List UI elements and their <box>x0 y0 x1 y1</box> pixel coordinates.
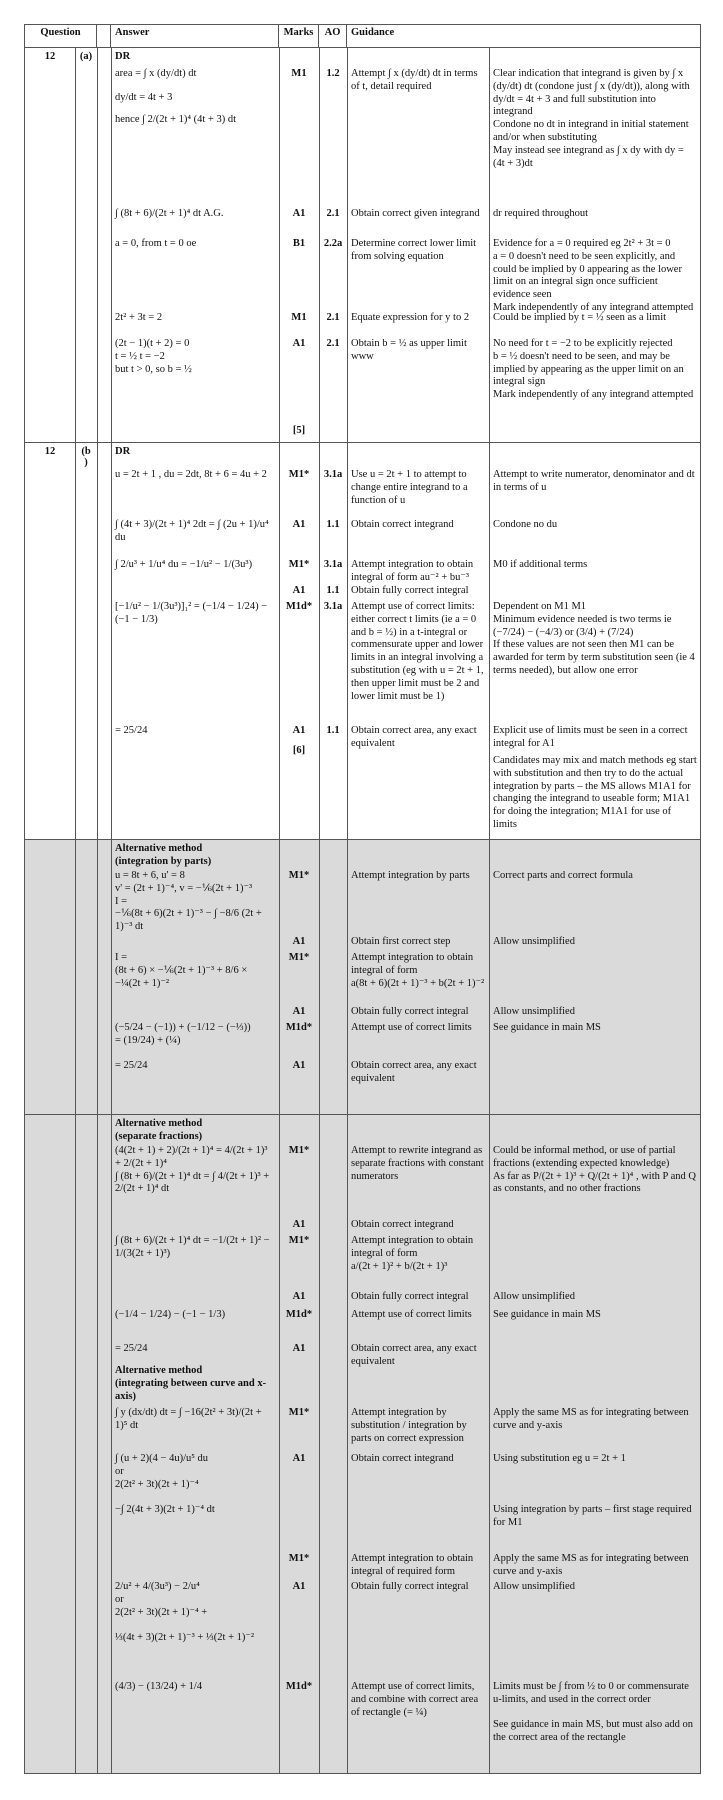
answer-text: u = 8t + 6, u' = 8 v' = (2t + 1)⁻⁴, v = −⅙(2t + 1)⁻³ I = −⅙(8t + 6)(2t + 1)⁻³ − ∫ −8/6 (2t + 1)⁻³ dt <box>115 870 262 933</box>
marks-value: A1 <box>292 519 306 530</box>
mark-scheme-table <box>24 24 701 1774</box>
guidance-text: Obtain correct area, any exact equivalent <box>351 725 477 749</box>
question-part: (b ) <box>81 446 91 468</box>
guidance-text: Attempt integration to obtain integral of form au⁻² + bu⁻³ <box>351 559 474 583</box>
answer-text: = 25/24 <box>115 725 148 736</box>
ao-value: 3.1a <box>323 469 343 480</box>
guidance-note: Limits must be ∫ from ½ to 0 or commensurate u-limits, and used in the correct order See guidance in main MS, but must also add on the correct area of the rectangle <box>493 1681 694 1744</box>
guidance-note: Using substitution eg u = 2t + 1 Using integration by parts – first stage required for M1 <box>493 1453 692 1528</box>
answer-text: (2t − 1)(t + 2) = 0 t = ½ t = −2 but t > 0, so b = ½ <box>115 338 192 375</box>
answer-text: ∫ (8t + 6)/(2t + 1)⁴ dt A.G. <box>115 208 224 219</box>
guidance-text: Attempt integration by substitution / integration by parts on correct expression <box>351 1407 467 1444</box>
guidance-text: Attempt use of correct limits: either correct t limits (ie a = 0 and b = ½) in a t-integral or commensurate upper and lower limits in an integral involving a substitution (eg with u = 2t + 1, then upper limit must be 2 and lower limit must be 1) <box>351 601 484 702</box>
guidance-text: Obtain fully correct integral <box>351 1581 469 1592</box>
guidance-text: Obtain correct area, any exact equivalent <box>351 1060 477 1084</box>
guidance-note: Candidates may mix and match methods eg start with substitution and then try to do the actual integration by parts – the MS allows M1A1 for changing the integrand to useable form; M1A1 for doing the integration; M1A1 for use of limits <box>493 755 697 830</box>
answer-text: ∫ y (dx/dt) dt = ∫ −16(2t² + 3t)/(2t + 1)⁵ dt <box>115 1407 262 1431</box>
marks-value: A1 <box>292 1581 306 1592</box>
section-body <box>25 443 700 839</box>
guidance-text: Equate expression for y to 2 <box>351 312 470 323</box>
answer-text: = 25/24 <box>115 1060 148 1071</box>
guidance-text: Obtain fully correct integral <box>351 1291 469 1302</box>
marks-value: A1 <box>292 1060 306 1071</box>
guidance-text: Attempt to rewrite integrand as separate fractions with constant numerators <box>351 1145 484 1182</box>
marks-value: A1 <box>292 1006 306 1017</box>
answer-text: I = (8t + 6) × −⅙(2t + 1)⁻³ + 8/6 × −¼(2t + 1)⁻² <box>115 952 248 989</box>
answer-text: [−1/u² − 1/(3u³)]₁² = (−1/4 − 1/24) − (−1 − 1/3) <box>115 601 268 625</box>
column-divider <box>279 443 280 839</box>
header-blank <box>97 25 111 48</box>
answer-text: (−5/24 − (−1)) + (−1/12 − (−⅓)) = (19/24) + (¼) <box>115 1022 251 1046</box>
answer-text: ∫ (u + 2)(4 − 4u)/u⁵ du or 2(2t² + 3t)(2t + 1)⁻⁴ −∫ 2(4t + 3)(2t + 1)⁻⁴ dt <box>115 1453 215 1516</box>
column-divider <box>97 840 98 1114</box>
marks-value: A1 <box>292 1291 306 1302</box>
marks-value: A1 <box>292 1343 306 1354</box>
answer-text: (−1/4 − 1/24) − (−1 − 1/3) <box>115 1309 226 1320</box>
column-divider <box>347 443 348 839</box>
guidance-note: Allow unsimplified <box>493 1006 575 1017</box>
answer-text: Alternative method (integrating between curve and x-axis) <box>115 1365 267 1402</box>
guidance-text: Obtain correct integrand <box>351 1219 454 1230</box>
guidance-note: Allow unsimplified <box>493 936 575 947</box>
guidance-note: Correct parts and correct formula <box>493 870 633 881</box>
question-number: 12 <box>44 446 56 457</box>
header-answer: Answer <box>111 25 279 48</box>
ao-value: 2.1 <box>326 312 340 323</box>
marks-value: M1* <box>288 870 310 881</box>
column-divider <box>319 840 320 1114</box>
marks-value: M1* <box>288 1145 310 1156</box>
marks-value: M1 <box>291 312 307 323</box>
guidance-note: No need for t = −2 to be explicitly rejected b = ½ doesn't need to be seen, and may be implied by appearing as the upper limit on an integral sign Mark independently of any integrand attempted <box>493 338 694 401</box>
answer-text: Alternative method (integration by parts) <box>115 843 212 867</box>
guidance-note: Attempt to write numerator, denominator and dt in terms of u <box>493 469 695 493</box>
section-cell <box>25 840 701 1115</box>
column-divider <box>75 443 76 839</box>
answer-text: dy/dt = 4t + 3 <box>115 92 173 103</box>
column-divider <box>347 48 348 442</box>
column-divider <box>75 840 76 1114</box>
section-cell <box>25 48 701 443</box>
guidance-note: M0 if additional terms <box>493 559 588 570</box>
column-divider <box>111 48 112 442</box>
ao-value: 2.1 <box>326 208 340 219</box>
answer-text: ∫ (4t + 3)/(2t + 1)⁴ 2dt = ∫ (2u + 1)/u⁴ du <box>115 519 269 543</box>
marks-value: M1d* <box>285 1309 313 1320</box>
answer-text: 2/u² + 4/(3u³) − 2/u⁴ or 2(2t² + 3t)(2t + 1)⁻⁴ + ⅓(4t + 3)(2t + 1)⁻³ + ⅓(2t + 1)⁻² <box>115 1581 255 1644</box>
marks-value: M1d* <box>285 1681 313 1692</box>
ao-value: 1.1 <box>326 519 340 530</box>
column-divider <box>319 1115 320 1773</box>
column-divider <box>319 443 320 839</box>
column-divider <box>111 1115 112 1773</box>
answer-text: (4/3) − (13/24) + 1/4 <box>115 1681 203 1692</box>
guidance-text: Use u = 2t + 1 to attempt to change entire integrand to a function of u <box>351 469 468 506</box>
marks-value: A1 <box>292 936 306 947</box>
guidance-text: Obtain fully correct integral <box>351 585 469 596</box>
guidance-text: Attempt integration by parts <box>351 870 470 881</box>
marks-value: A1 <box>292 725 306 736</box>
ao-value: 1.1 <box>326 585 340 596</box>
header-ao: AO <box>319 25 347 48</box>
guidance-note: See guidance in main MS <box>493 1309 601 1320</box>
guidance-text: Obtain correct area, any exact equivalent <box>351 1343 477 1367</box>
ao-value: 2.2a <box>323 238 343 249</box>
section-row <box>25 48 701 443</box>
answer-text: DR <box>115 51 131 62</box>
column-divider <box>279 1115 280 1773</box>
answer-text: hence ∫ 2/(2t + 1)⁴ (4t + 3) dt <box>115 114 237 125</box>
answer-text: = 25/24 <box>115 1343 148 1354</box>
guidance-text: Attempt use of correct limits <box>351 1309 472 1320</box>
guidance-text: Obtain fully correct integral <box>351 1006 469 1017</box>
section-row <box>25 840 701 1115</box>
section-body <box>25 48 700 442</box>
marks-value: M1 <box>291 68 307 79</box>
answer-text: u = 2t + 1 , du = 2dt, 8t + 6 = 4u + 2 <box>115 469 267 480</box>
marks-value: M1* <box>288 559 310 570</box>
ao-value: 3.1a <box>323 559 343 570</box>
guidance-text: Obtain b = ½ as upper limit www <box>351 338 467 362</box>
answer-text: Alternative method (separate fractions) <box>115 1118 203 1142</box>
answer-text: a = 0, from t = 0 oe <box>115 238 197 249</box>
guidance-note: See guidance in main MS <box>493 1022 601 1033</box>
marks-value: M1* <box>288 1553 310 1564</box>
marks-value: A1 <box>292 208 306 219</box>
answer-text: ∫ 2/u³ + 1/u⁴ du = −1/u² − 1/(3u³) <box>115 559 253 570</box>
header-row <box>25 25 701 48</box>
column-divider <box>347 1115 348 1773</box>
answer-text: (4(2t + 1) + 2)/(2t + 1)⁴ = 4/(2t + 1)³ + 2/(2t + 1)⁴ ∫ (8t + 6)/(2t + 1)⁴ dt = ∫ 4/(2t + 1)³ + 2/(2t + 1)⁴ dt <box>115 1145 270 1195</box>
guidance-note: Condone no du <box>493 519 558 530</box>
guidance-text: Determine correct lower limit from solving equation <box>351 238 477 262</box>
marks-value: M1* <box>288 1235 310 1246</box>
ao-value: 3.1a <box>323 601 343 612</box>
guidance-text: Attempt integration to obtain integral of form a/(2t + 1)² + b/(2t + 1)³ <box>351 1235 474 1272</box>
column-divider <box>97 443 98 839</box>
column-divider <box>97 1115 98 1773</box>
section-body <box>25 1115 700 1773</box>
answer-text: DR <box>115 446 131 457</box>
guidance-text: Obtain first correct step <box>351 936 451 947</box>
marks-value: A1 <box>292 585 306 596</box>
header-question: Question <box>25 25 97 48</box>
header-marks: Marks <box>279 25 319 48</box>
marks-value: [6] <box>292 745 306 756</box>
answer-text: ∫ (8t + 6)/(2t + 1)⁴ dt = −1/(2t + 1)² − 1/(3(2t + 1)³) <box>115 1235 270 1259</box>
guidance-text: Attempt ∫ x (dy/dt) dt in terms of t, detail required <box>351 68 478 92</box>
guidance-text: Attempt integration to obtain integral of form a(8t + 6)(2t + 1)⁻³ + b(2t + 1)⁻² <box>351 952 485 989</box>
ao-value: 1.1 <box>326 725 340 736</box>
guidance-text: Obtain correct integrand <box>351 519 454 530</box>
question-number: 12 <box>44 51 56 62</box>
guidance-text: Attempt use of correct limits, and combine with correct area of rectangle (= ¼) <box>351 1681 479 1718</box>
header-guidance: Guidance <box>347 25 701 48</box>
guidance-note: Apply the same MS as for integrating between curve and y-axis <box>493 1407 689 1431</box>
marks-value: M1d* <box>285 601 313 612</box>
guidance-note: Apply the same MS as for integrating between curve and y-axis <box>493 1553 689 1577</box>
column-divider <box>489 443 490 839</box>
guidance-note: Clear indication that integrand is given by ∫ x (dy/dt) dt (condone just ∫ x (dy/dt)), along with dy/dt = 4t + 3 and full substitution into integrand Condone no dt in integrand in initial statement and/or when substituting May instead see integrand as ∫ x dy with dy = (4t + 3)dt <box>493 68 690 169</box>
guidance-note: Dependent on M1 M1 Minimum evidence needed is two terms ie (−7/24) − (−4/3) or (3/4) + (7/24) If these values are not seen then M1 can be awarded for term by term substitution seen (ie 4 terms needed), but allow one error <box>493 601 695 676</box>
column-divider <box>75 48 76 442</box>
section-row <box>25 443 701 840</box>
marks-value: M1d* <box>285 1022 313 1033</box>
marks-value: M1* <box>288 1407 310 1418</box>
marks-value: B1 <box>292 238 306 249</box>
guidance-text: Obtain correct given integrand <box>351 208 480 219</box>
ao-value: 1.2 <box>326 68 340 79</box>
answer-text: area = ∫ x (dy/dt) dt <box>115 68 197 79</box>
section-cell <box>25 1115 701 1774</box>
guidance-note: Allow unsimplified <box>493 1291 575 1302</box>
ao-value: 2.1 <box>326 338 340 349</box>
guidance-note: Evidence for a = 0 required eg 2t² + 3t = 0 a = 0 doesn't need to be seen explicitly, and could be implied by 0 appearing as the lower limit on an integral sign once sufficient evidence seen Mark independently of any integrand attempted <box>493 238 694 313</box>
marks-value: M1* <box>288 469 310 480</box>
guidance-note: Explicit use of limits must be seen in a correct integral for A1 <box>493 725 688 749</box>
column-divider <box>111 443 112 839</box>
column-divider <box>489 48 490 442</box>
marks-value: A1 <box>292 1453 306 1464</box>
guidance-text: Attempt use of correct limits <box>351 1022 472 1033</box>
marks-value: M1* <box>288 952 310 963</box>
marks-value: A1 <box>292 1219 306 1230</box>
guidance-text: Obtain correct integrand <box>351 1453 454 1464</box>
section-cell <box>25 443 701 840</box>
guidance-note: Could be informal method, or use of partial fractions (extending expected knowledge) As far as P/(2t + 1)³ + Q/(2t + 1)⁴ , with P and Q as constants, and no other fractions <box>493 1145 696 1195</box>
guidance-text: Attempt integration to obtain integral of required form <box>351 1553 474 1577</box>
column-divider <box>75 1115 76 1773</box>
guidance-note: Could be implied by t = ½ seen as a limit <box>493 312 667 323</box>
column-divider <box>347 840 348 1114</box>
column-divider <box>489 1115 490 1773</box>
question-part: (a) <box>79 51 93 62</box>
section-body <box>25 840 700 1114</box>
column-divider <box>97 48 98 442</box>
marks-value: A1 <box>292 338 306 349</box>
guidance-note: dr required throughout <box>493 208 589 219</box>
guidance-note: Allow unsimplified <box>493 1581 575 1592</box>
marks-value: [5] <box>292 425 306 436</box>
column-divider <box>489 840 490 1114</box>
column-divider <box>111 840 112 1114</box>
answer-text: 2t² + 3t = 2 <box>115 312 163 323</box>
section-row <box>25 1115 701 1774</box>
